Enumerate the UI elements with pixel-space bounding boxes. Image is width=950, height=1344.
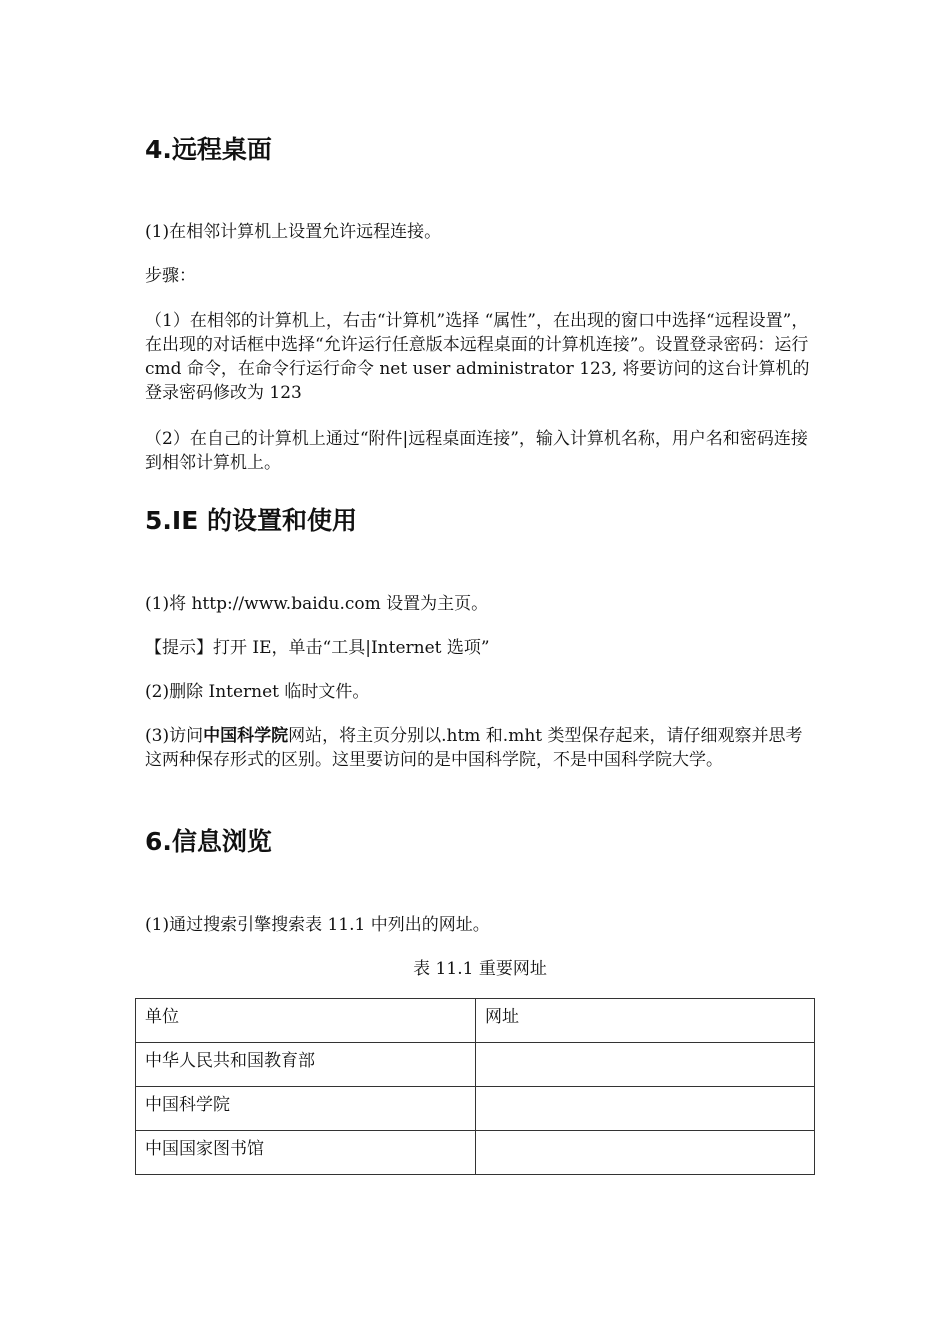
section-heading-info-browsing: 6.信息浏览 xyxy=(145,827,272,856)
url-table xyxy=(135,998,815,1175)
paragraph-text: (3)访问 xyxy=(145,726,204,746)
table-caption: 表 11.1 重要网址 xyxy=(413,959,547,979)
section-heading-ie-settings: 5.IE 的设置和使用 xyxy=(145,506,357,535)
section-heading-remote-desktop: 4.远程桌面 xyxy=(145,135,272,164)
paragraph: (1)通过搜索引擎搜索表 11.1 中列出的网址。 xyxy=(145,915,490,935)
table-cell xyxy=(476,1131,815,1175)
table-cell: 中国国家图书馆 xyxy=(136,1131,476,1175)
paragraph: 步骤： xyxy=(145,266,196,286)
paragraph: （1）在相邻的计算机上，右击“计算机”选择 “属性”，在出现的窗口中选择“远程设置”，在出现的对话框中选择“允许运行任意版本远程桌面的计算机连接”。设置登录密码：运行 cmd 命令，在命令行运行命令 net user administrator 123, 将要访问的这台计算机的登录密码修改为 123 xyxy=(145,311,810,403)
header-cell: 网址 xyxy=(476,999,815,1043)
paragraph: (1)将 http://www.baidu.com 设置为主页。 xyxy=(145,594,489,614)
paragraph-text: 网站，将主页分别以.htm 和.mht 类型保存起来，请仔细观察并思考这两种保存形式的区别。这里要访问的是中国科学院，不是中国科学院大学。 xyxy=(145,726,803,770)
bold-text: 中国科学院 xyxy=(203,726,289,746)
paragraph xyxy=(145,724,815,772)
header-cell: 单位 xyxy=(136,999,476,1043)
table-cell xyxy=(476,1043,815,1087)
table-row xyxy=(136,1043,815,1087)
paragraph: (1)在相邻计算机上设置允许远程连接。 xyxy=(145,222,442,242)
table-row xyxy=(136,1087,815,1131)
paragraph: 【提示】打开 IE，单击“工具|Internet 选项” xyxy=(145,638,490,658)
table-cell: 中国科学院 xyxy=(136,1087,476,1131)
table-row xyxy=(136,1131,815,1175)
table-cell xyxy=(476,1087,815,1131)
paragraph: （2）在自己的计算机上通过“附件|远程桌面连接”，输入计算机名称，用户名和密码连接到相邻计算机上。 xyxy=(145,429,808,473)
table-cell: 中华人民共和国教育部 xyxy=(136,1043,476,1087)
paragraph: (2)删除 Internet 临时文件。 xyxy=(145,682,370,702)
table-header-row xyxy=(136,999,815,1043)
